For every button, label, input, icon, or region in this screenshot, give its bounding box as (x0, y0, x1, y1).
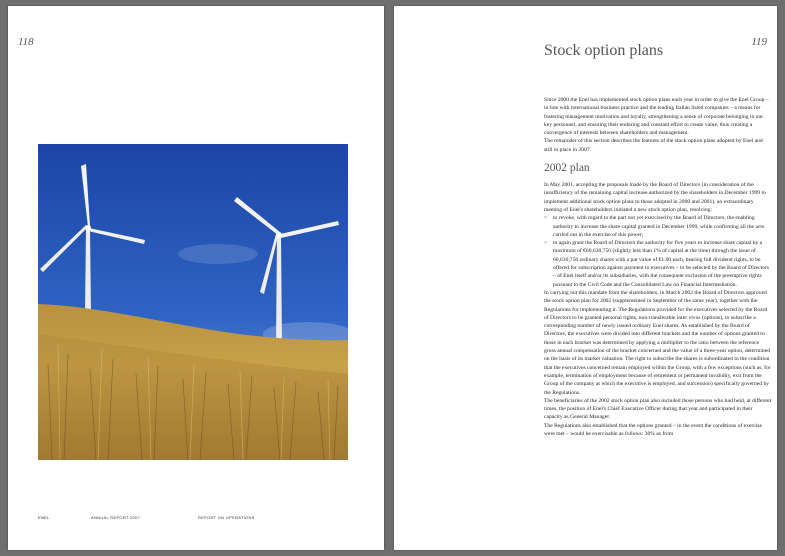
left-page (8, 6, 384, 550)
list-item: > to again grant the Board of Directors the authority for five years to increase share capital by a maximum of €60,630,750 (slightly less than 1% of capital at the time) through the issue of 60,630,750 ordinary shares with a par value of €1.00 each, bearing full dividend rights, to be offered for subscription against payment to executives – to be selected by the Board of Directors – of Enel itself and/or its subsidiaries, with the consequent exclusion of the preemptive rights pursuant to the Civil Code and the Consolidated Law on Financial Intermediation. (544, 239, 772, 289)
section-heading: 2002 plan (544, 162, 590, 175)
intro-paragraph: The remainder of this section describes the features of the stock option plans adopted by Enel and still in place in 2007. (544, 138, 763, 153)
right-page-number: 119 (751, 36, 767, 48)
body-paragraph: In carrying out this mandate from the shareholders, in March 2002 the Board of Directors approved the stock option plan for 2002 (supplemented in September of the same year), together with the Regulations for implementing it. The Regulations provided for the executives selected by the Board of Directors to be granted personal rights, non-transferable inter vivos (options), to subscribe a corresponding number of newly issued ordinary Enel shares. As established by the Board of Directors, the executives were divided into different brackets and the number of options granted to those in each bracket was determined by applying a multiplier to the ratio between the reference gross annual compensation of the bracket concerned and the value of a three-year option, determined on the basis of its market valuation. The right to subscribe the shares is subordinated to the condition that the executives concerned remain employed within the Group, with a few exceptions (such as, for example, termination of employment because of retirement or permanent invalidity, exit from the Group of the company at which the executive is employed, and succession) specifically governed by the Regulations. (544, 289, 771, 396)
left-page-number: 118 (18, 36, 34, 48)
page-title: Stock option plans (544, 42, 664, 59)
intro-paragraph: Since 2000 the Enel has implemented stock option plans each year in order to give the Enel Group – in line with international business practice and the leading Italian listed companies – a means for fostering management motivation and loyalty, strengthening a sense of corporate belonging in our key personnel, and ensuring their enduring and constant effort to create value, thus creating a convergence of interests between shareholders and management. (544, 97, 769, 137)
footer-report-title: ANNUAL REPORT 2007 (91, 515, 141, 520)
footer-company: ENEL (38, 515, 50, 520)
text-column (544, 96, 772, 438)
list-item: > to revoke, with regard to the part not yet exercised by the Board of Directors, the enabling authority to increase the share capital granted in December 1999, while confirming all the acts carried out in the exercise of this power; (544, 214, 772, 239)
right-page (394, 6, 777, 550)
footer-section-name: REPORT ON OPERATIONS (198, 515, 255, 520)
wind-turbines-photo (38, 144, 348, 460)
plan-intro-paragraph: In May 2001, accepting the proposals made by the Board of Directors (in consideration of the insufficiency of the remaining capital increase authorized by the shareholders in December 1999 to implement additional stock option plans to those adopted in 2000 and 2001), an extraordinary meeting of Enel's shareholders initiated a new stock option plan, resolving: (544, 182, 766, 213)
body-paragraph: The beneficiaries of the 2002 stock option plan also included those persons who had held, at different times, the position of Enel's Chief Executive Officer during that year and participated in their capacity as General Manager. (544, 397, 772, 421)
resolution-list (544, 214, 772, 289)
body-paragraph: The Regulations also established that the options granted – in the event the conditions of exercise were met – would be exercisable as follows: 30% as from (544, 422, 762, 437)
